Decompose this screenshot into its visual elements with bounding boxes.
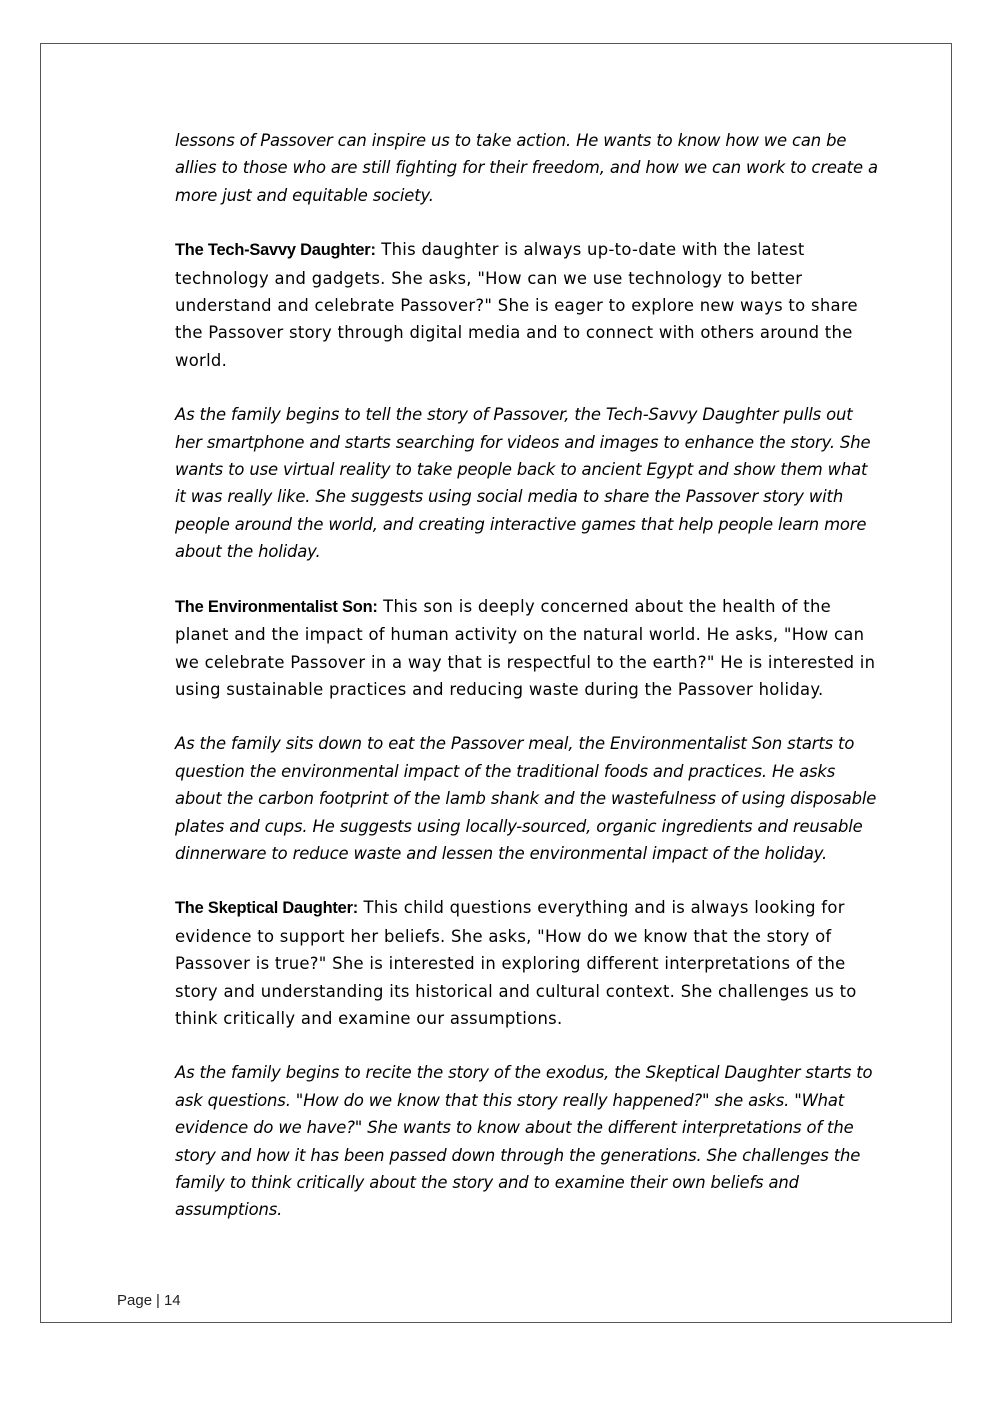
text-environmentalist-son: This son is deeply concerned about the health of the planet and the impact of human activity on the natural world. He asks, "How can we celebrate Passover in a way that is respectful to the earth?" He is interested in using sustainable practices and reducing waste during the Passover holiday.	[175, 596, 876, 699]
text-tech-savvy-daughter: This daughter is always up-to-date with the latest technology and gadgets. She asks, "How can we use technology to better understand and celebrate Passover?" She is eager to explore new ways to share the Passover story through digital media and to connect with others around the world.	[175, 240, 858, 370]
paragraph-environmentalist-story: As the family sits down to eat the Passover meal, the Environmentalist Son starts to question the environmental impact of the traditional foods and practices. He asks about the carbon footprint of the lamb shank and the wastefulness of using disposable plates and cups. He suggests using locally-sourced, organic ingredients and reusable dinnerware to reduce waste and lessen the environmental impact of the holiday.	[175, 734, 877, 863]
page-footer	[117, 1292, 181, 1309]
page-body	[175, 127, 880, 1251]
label-tech-savvy-daughter: The Tech-Savvy Daughter:	[175, 241, 376, 260]
page-label: Page	[117, 1292, 153, 1309]
paragraph-environmentalist-son	[175, 593, 880, 704]
paragraph-skeptical-story: As the family begins to recite the story of the exodus, the Skeptical Daughter starts to ask questions. "How do we know that this story really happened?" she asks. "What evidence do we have?" She wants to know about the different interpretations of the story and how it has been passed down through the generations. She challenges the family to think critically about the story and to examine their own beliefs and assumptions.	[175, 1063, 873, 1220]
text-skeptical-daughter: This child questions everything and is always looking for evidence to support her beliefs. She asks, "How do we know that the story of Passover is true?" She is interested in exploring different interpretations of the story and understanding its historical and cultural context. She challenges us to think critically and examine our assumptions.	[175, 898, 857, 1028]
paragraph-intro-continued: lessons of Passover can inspire us to take action. He wants to know how we can be allies to those who are still fighting for their freedom, and how we can work to create a more just and equitable society.	[175, 131, 878, 205]
paragraph-tech-savvy-story: As the family begins to tell the story of Passover, the Tech-Savvy Daughter pulls out her smartphone and starts searching for videos and images to enhance the story. She wants to use virtual reality to take people back to ancient Egypt and show them what it was really like. She suggests using social media to share the Passover story with people around the world, and creating interactive games that help people learn more about the holiday.	[175, 405, 871, 562]
footer-separator: |	[156, 1292, 160, 1309]
label-environmentalist-son: The Environmentalist Son:	[175, 597, 378, 616]
page-number: 14	[163, 1292, 181, 1309]
label-skeptical-daughter: The Skeptical Daughter:	[175, 899, 359, 918]
paragraph-skeptical-daughter	[175, 894, 880, 1032]
paragraph-tech-savvy-daughter	[175, 236, 880, 374]
